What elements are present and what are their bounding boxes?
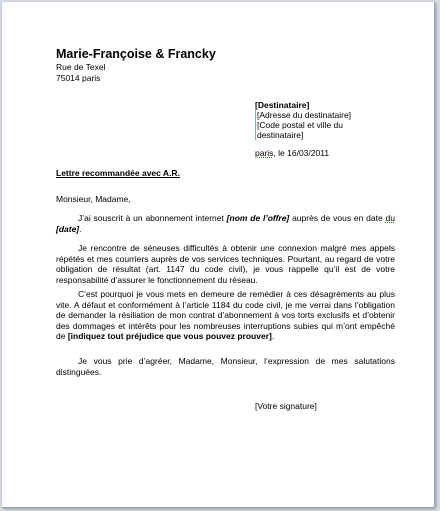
signature-placeholder: [Votre signature]: [255, 401, 317, 411]
closing-paragraph: Je vous prie d’agréer, Madame, Monsieur, l’expression de mes salutations distinguées.: [56, 356, 395, 377]
letter-subject: Lettre recommandée avec A.R.: [56, 168, 180, 178]
date-line: [255, 148, 329, 158]
recipient-block: [255, 100, 351, 140]
salutation: Monsieur, Madame,: [56, 194, 131, 204]
paragraph-3: C’est pourquoi je vous mets en demeure de remédier à ces désagréments au plus vite. A défaut et conformément à l’article 1184 du code civil, je me verrai dans l’obligation de demander la résiliation de mon contrat d’abonnement à vos torts exclusifs et d’obtenir des dommages et intérêts pour les nombreuses interruptions subies qui m’ont empêché de [indiquez tout préjudice que vous pouvez prouver].: [56, 289, 395, 341]
offer-placeholder: [nom de l’offre]: [226, 213, 290, 223]
date-placeholder: [date]: [56, 223, 80, 234]
recipient-title: [Destinataire]: [255, 100, 310, 110]
recipient-postal-line-1: [Code postal et ville du: [255, 120, 351, 130]
prejudice-placeholder: [indiquez tout préjudice que vous pouvez prouver]: [67, 331, 272, 341]
recipient-postal-line-2: destinataire]: [255, 130, 351, 140]
sender-name: Marie-Françoise & Francky: [56, 47, 216, 61]
date-text: , le 16/03/2011: [273, 148, 330, 158]
document-page: [2, 2, 435, 508]
sender-street: Rue de Texel: [56, 62, 106, 72]
paragraph-2: Je rencontre de séneuses difficultés à obtenir une connexion malgré mes appels répétés et mes courriers auprès de vos services techniques. Pourtant, au regard de votre obligation de résultat (art. 1147 du code civil), je vous rappelle qu’il est de votre responsabilité d’assurer le fonctionnement du réseau.: [56, 243, 395, 285]
sender-city: 75014 paris: [56, 73, 101, 83]
paragraph-1: J’ai souscrit à un abonnement internet [nom de l’offre] auprès de vous en date du [date].: [56, 213, 395, 234]
recipient-address: [Adresse du destinataire]: [257, 110, 352, 120]
date-city: paris: [255, 148, 274, 158]
